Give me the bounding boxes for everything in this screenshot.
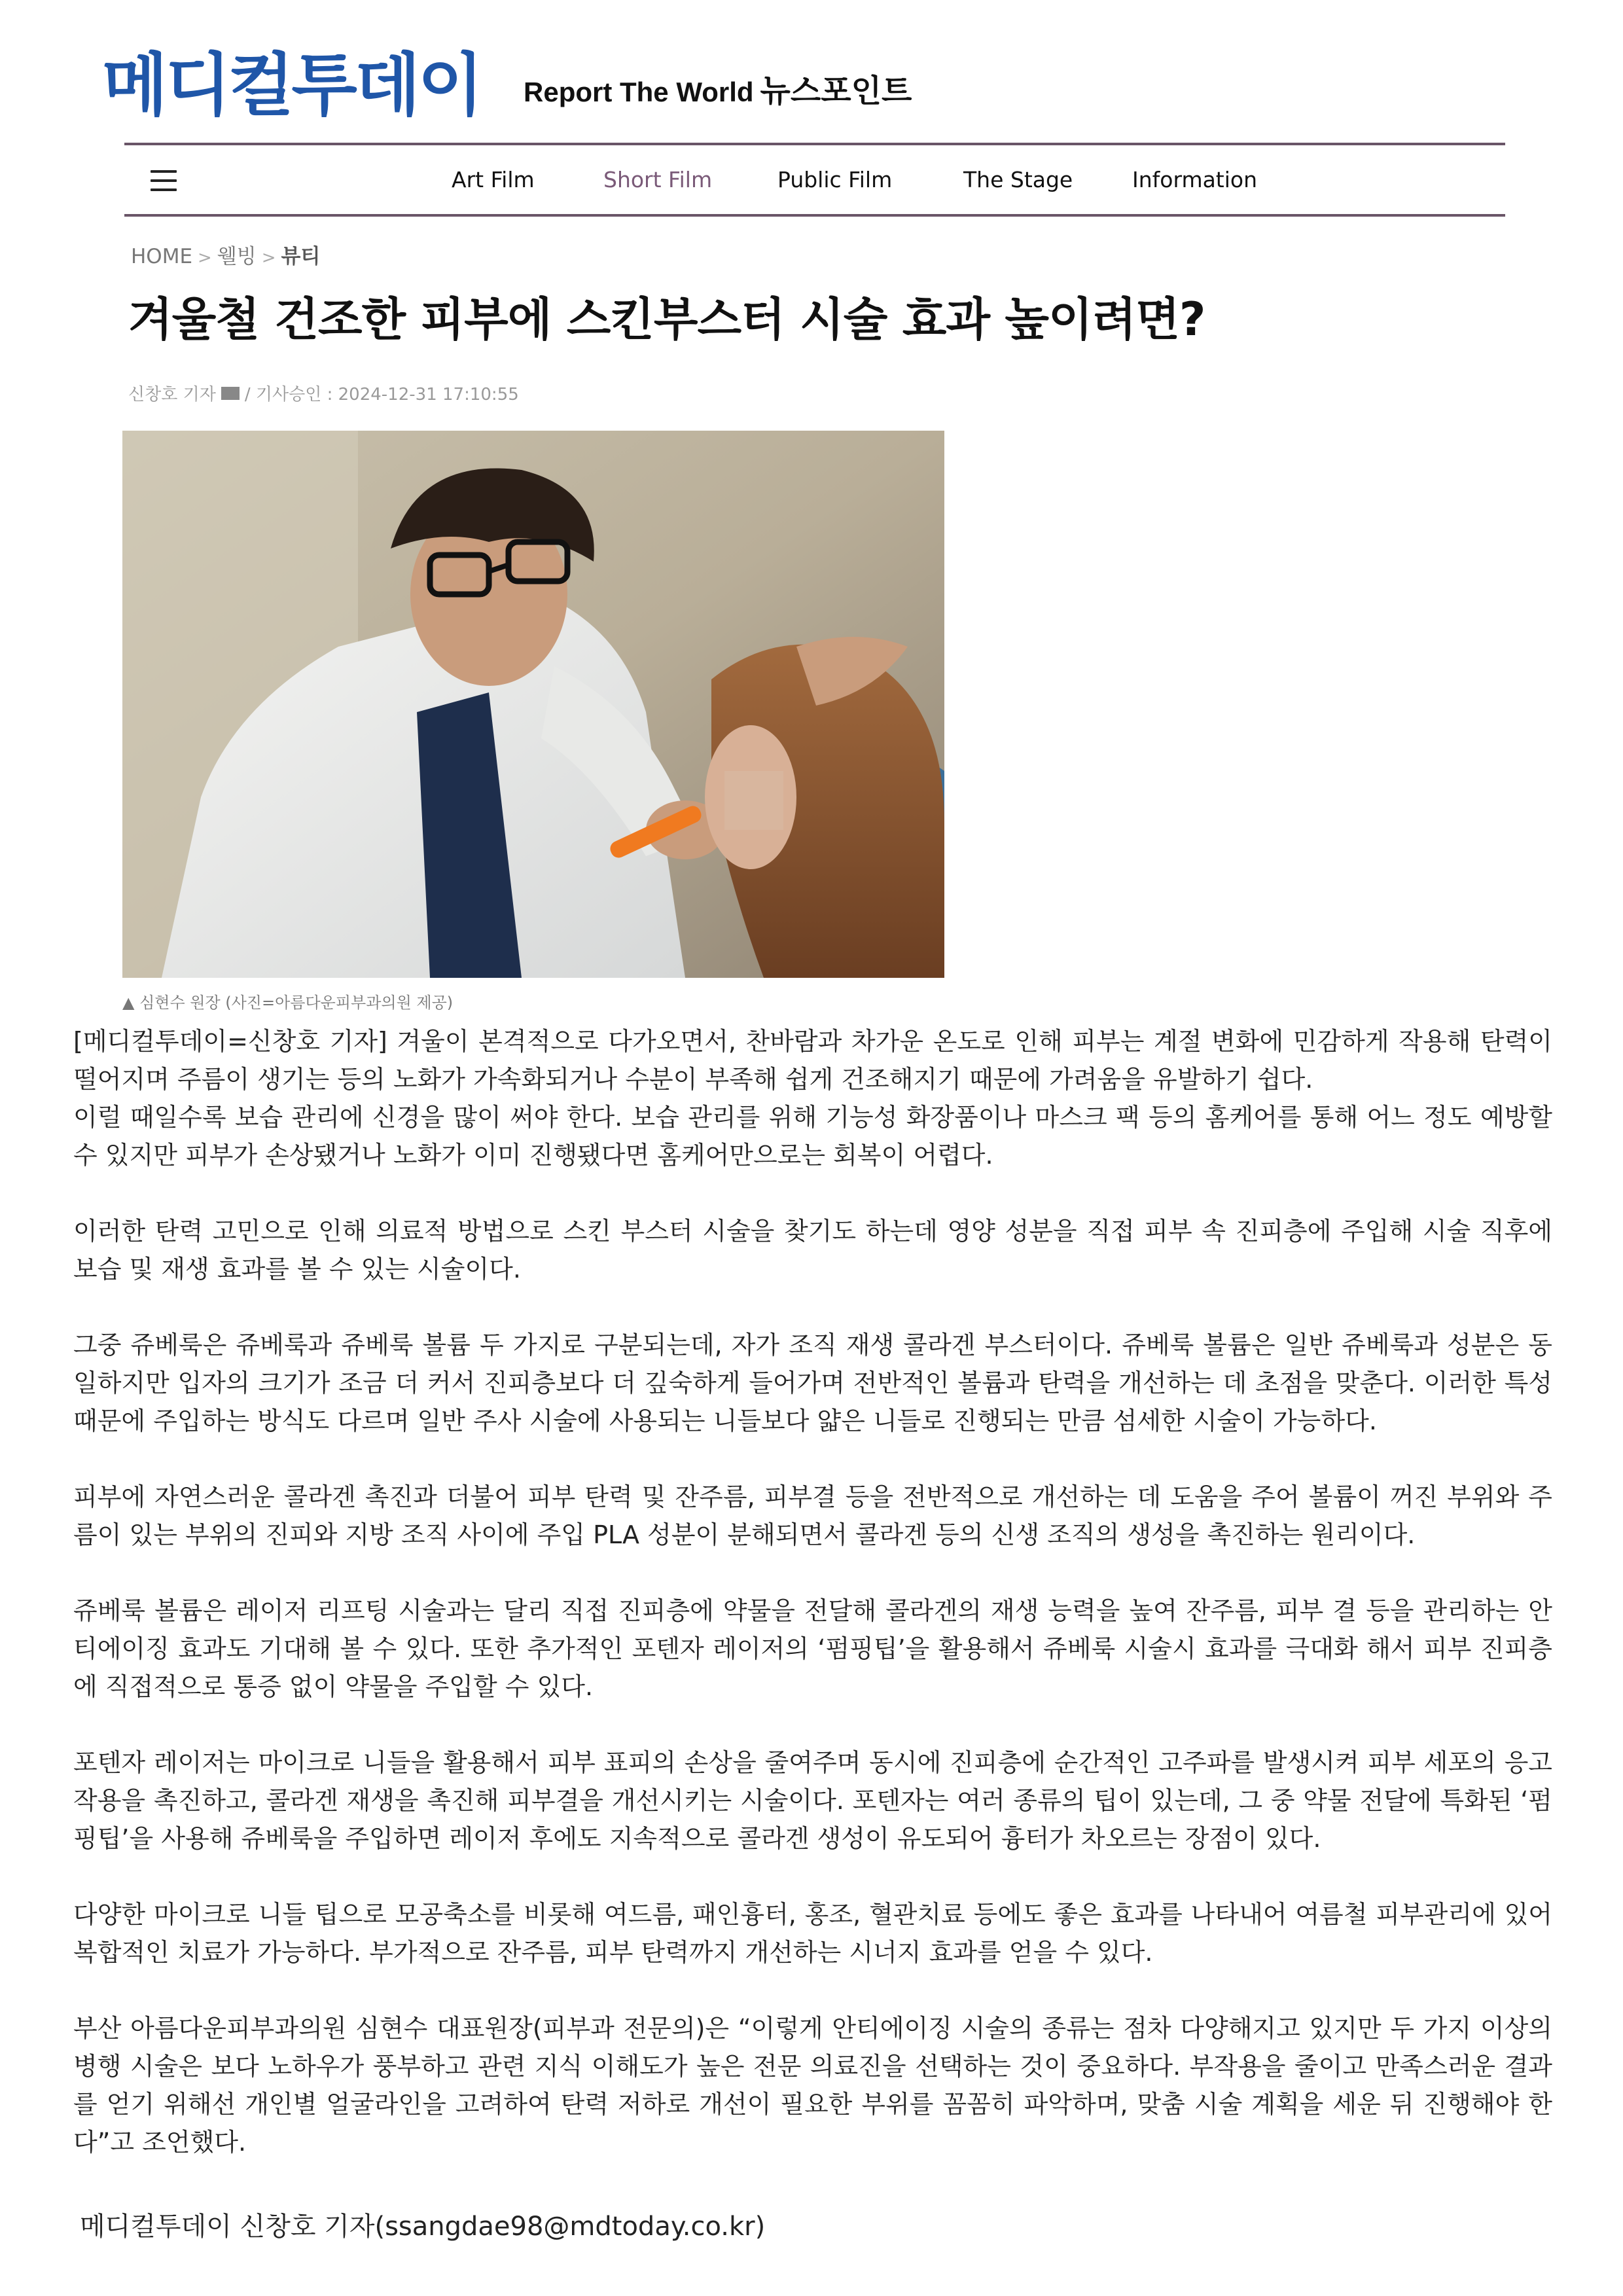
- article-paragraph: 이러한 탄력 고민으로 인해 의료적 방법으로 스킨 부스터 시술을 찾기도 하는데 영양 성분을 직접 피부 속 진피층에 주입해 시술 직후에 보습 및 재생 효과를 볼 수 있는 시술이다.: [73, 1217, 1552, 1283]
- tagline-en: Report The World: [524, 77, 754, 107]
- breadcrumb-section[interactable]: 웰빙: [217, 245, 257, 268]
- article-photo: [122, 431, 944, 978]
- article-paragraph: [메디컬투데이=신창호 기자] 겨울이 본격적으로 다가오면서, 찬바람과 차가운 온도로 인해 피부는 계절 변화에 민감하게 작용해 탄력이 떨어지며 주름이 생기는 등의 노화가 가속화되거나 수분이 부족해 쉽게 건조해지기 때문에 가려움을 유발하기 쉽다.: [73, 1027, 1552, 1094]
- article-paragraph: 다양한 마이크로 니들 팁으로 모공축소를 비롯해 여드름, 패인흉터, 홍조, 혈관치료 등에도 좋은 효과를 나타내어 여름철 피부관리에 있어 복합적인 치료가 가능하다. 부가적으로 잔주름, 피부 탄력까지 개선하는 시너지 효과를 얻을 수 있다.: [73, 1900, 1552, 1967]
- nav-top-divider: [124, 143, 1505, 145]
- breadcrumb: [131, 240, 320, 269]
- article-body: [73, 1022, 1552, 2199]
- mail-icon[interactable]: [221, 387, 240, 400]
- approval-date: / 기사승인 : 2024-12-31 17:10:55: [244, 385, 519, 404]
- article-paragraph: 쥬베룩 볼륨은 레이저 리프팅 시술과는 달리 직접 진피층에 약물을 전달해 콜라겐의 재생 능력을 높여 잔주름, 피부 결 등을 관리하는 안티에이징 효과도 기대해 볼 수 있다. 또한 추가적인 포텐자 레이저의 ‘펌핑팁’을 활용해서 쥬베룩 시술시 효과를 극대화 해서 피부 진피층에 직접적으로 통증 없이 약물을 주입할 수 있다.: [73, 1596, 1552, 1701]
- article-signature: 메디컬투데이 신창호 기자(ssangdae98@mdtoday.co.kr): [80, 2212, 766, 2242]
- logo-text: 메디컬투데이: [102, 45, 481, 125]
- site-logo[interactable]: [102, 41, 481, 125]
- nav-item-short-film[interactable]: Short Film: [603, 167, 713, 192]
- breadcrumb-separator: >: [198, 248, 212, 268]
- article-paragraph: 이럴 때일수록 보습 관리에 신경을 많이 써야 한다. 보습 관리를 위해 기능성 화장품이나 마스크 팩 등의 홈케어를 통해 어느 정도 예방할 수 있지만 피부가 손상됐거나 노화가 이미 진행됐다면 홈케어만으로는 회복이 어렵다.: [73, 1103, 1552, 1170]
- article-paragraph: 포텐자 레이저는 마이크로 니들을 활용해서 피부 표피의 손상을 줄여주며 동시에 진피층에 순간적인 고주파를 발생시켜 피부 세포의 응고작용을 촉진하고, 콜라겐 재생을 촉진해 피부결을 개선시키는 시술이다. 포텐자는 여러 종류의 팁이 있는데, 그 중 약물 전달에 특화된 ‘펌핑팁’을 사용해 쥬베룩을 주입하면 레이저 후에도 지속적으로 콜라겐 생성이 유도되어 흉터가 차오르는 장점이 있다.: [73, 1748, 1552, 1853]
- breadcrumb-home[interactable]: HOME: [131, 245, 193, 268]
- nav-item-public-film[interactable]: Public Film: [777, 167, 893, 192]
- main-nav: [0, 167, 1623, 197]
- photo-caption: ▲ 심현수 원장 (사진=아름다운피부과의원 제공): [122, 994, 454, 1012]
- article-paragraph: 부산 아름다운피부과의원 심현수 대표원장(피부과 전문의)은 “이렇게 안티에이징 시술의 종류는 점차 다양해지고 있지만 두 가지 이상의 병행 시술은 보다 노하우가 풍부하고 관련 지식 이해도가 높은 전문 의료진을 선택하는 것이 중요하다. 부작용을 줄이고 만족스러운 결과를 얻기 위해선 개인별 얼굴라인을 고려하여 탄력 저하로 개선이 필요한 부위를 꼼꼼히 파악하며, 맞춤 시술 계획을 세운 뒤 진행해야 한다”고 조언했다.: [73, 2014, 1552, 2157]
- site-tagline: [524, 65, 912, 111]
- breadcrumb-current[interactable]: 뷰티: [281, 245, 321, 268]
- tagline-ko: 뉴스포인트: [760, 74, 912, 109]
- article-byline: [128, 381, 519, 405]
- author-name: 신창호 기자: [128, 385, 216, 404]
- nav-item-information[interactable]: Information: [1132, 167, 1258, 192]
- article-paragraph: 피부에 자연스러운 콜라겐 촉진과 더불어 피부 탄력 및 잔주름, 피부결 등을 전반적으로 개선하는 데 도움을 주어 볼륨이 꺼진 부위와 주름이 있는 부위의 진피와 지방 조직 사이에 주입 PLA 성분이 분해되면서 콜라겐 등의 신생 조직의 생성을 촉진하는 원리이다.: [73, 1482, 1552, 1549]
- article-title: 겨울철 건조한 피부에 스킨부스터 시술 효과 높이려면?: [128, 293, 1205, 346]
- nav-item-the-stage[interactable]: The Stage: [963, 167, 1073, 192]
- nav-item-art-film[interactable]: Art Film: [452, 167, 535, 192]
- article-paragraph: 그중 쥬베룩은 쥬베룩과 쥬베룩 볼륨 두 가지로 구분되는데, 자가 조직 재생 콜라겐 부스터이다. 쥬베룩 볼륨은 일반 쥬베룩과 성분은 동일하지만 입자의 크기가 조금 더 커서 진피층보다 더 깊숙하게 들어가며 전반적인 볼륨과 탄력을 개선하는 데 초점을 맞춘다. 이러한 특성 때문에 주입하는 방식도 다르며 일반 주사 시술에 사용되는 니들보다 얇은 니들로 진행되는 만큼 섬세한 시술이 가능하다.: [73, 1331, 1552, 1435]
- breadcrumb-separator: >: [261, 248, 276, 268]
- nav-bottom-divider: [124, 214, 1505, 217]
